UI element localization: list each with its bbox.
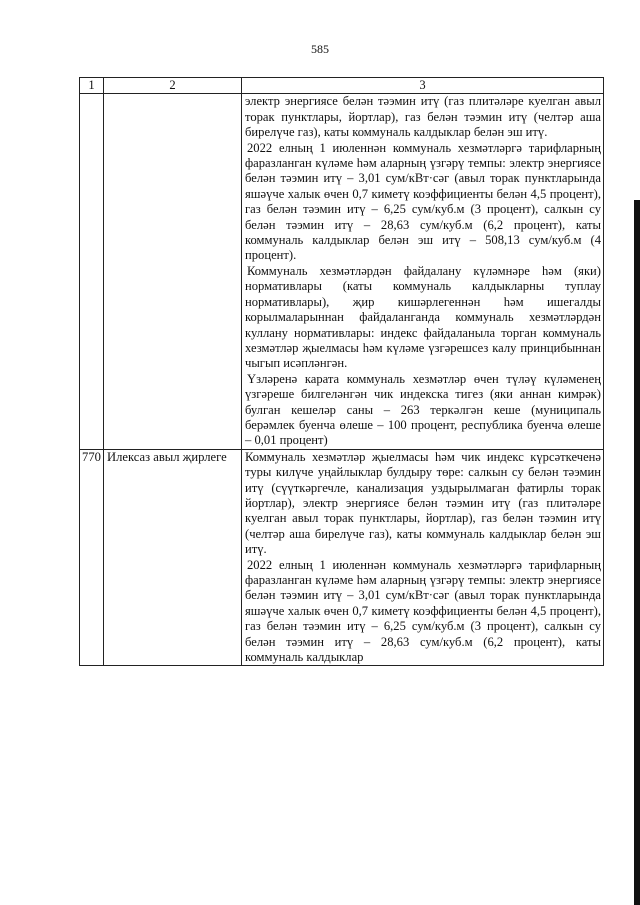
- scan-edge-bar: [634, 200, 640, 905]
- column-header: 1: [80, 78, 104, 94]
- description-cell: [242, 94, 604, 449]
- description-paragraph: 2022 елның 1 июленнән коммуналь хезмәтләргә тарифларның фаразланган күләме һәм аларның үзгәрү темпы: электр энергиясе белән тәэмин итү – 3,01 сум/кВт·сәг (авыл торак пунктларында яшәүче халык өчен 0,7 киметү коэффициенты белән 4,5 процент), газ белән тәэмин итү – 6,25 сум/куб.м (3 процент), салкын су белән тәэмин итү – 28,63 сум/куб.м (6,2 процент), каты коммуналь калдыклар: [245, 557, 601, 665]
- page-number: 585: [311, 42, 329, 56]
- table-row: [80, 94, 604, 449]
- description-paragraph: электр энергиясе белән тәэмин итү (газ плитәләре куелган авыл торак пунктлары, йортлар), газ белән тәэмин итү (челтәр аша бирелүче газ), каты коммуналь калдыклар белән эш итү.: [245, 94, 601, 140]
- description-paragraph: 2022 елның 1 июленнән коммуналь хезмәтләргә тарифларның фаразланган күләме һәм аларның үзгәрү темпы: электр энергиясе белән тәэмин итү – 3,01 сум/кВт·сәг (авыл торак пунктларында яшәүче халык өчен 0,7 киметү коэффициенты белән 4,5 процент), газ белән тәэмин итү – 6,25 сум/куб.м (3 процент), салкын су белән тәэмин итү – 28,63 сум/куб.м (6,2 процент), каты коммуналь калдыклар белән эш итү – 508,13 сум/куб.м (4 процент).: [245, 140, 601, 263]
- description-cell: [242, 449, 604, 666]
- description-paragraph: Үзләренә карата коммуналь хезмәтләр өчен түләү күләменең үзгәреше билгеләнгән чик индекска тигез (яки аннан кимрәк) булган кешеләр саны – 263 теркәлгән кеше (муниципаль берәмлек буенча өлеше – 100 процент, республика буенча өлеше – 0,01 процент): [245, 371, 601, 448]
- row-number: 770: [80, 449, 104, 666]
- table-row: [80, 449, 604, 666]
- description-paragraph: Коммуналь хезмәтләр җыелмасы һәм чик индекс күрсәткеченә туры килүче уңайлыклар булдыру төре: салкын су белән тәэмин итү (сүүткәргечле, канализация уздырылмаган фатирлы торак йортлар), электр энергиясе белән тәэмин итү (газ плитәләре куелган авыл торак пунктлары, йортлар), газ белән тәэмин итү (челтәр аша бирелүче газ), каты коммуналь калдыклар белән эш итү.: [245, 449, 601, 557]
- column-header: 2: [104, 78, 242, 94]
- row-number: [80, 94, 104, 449]
- settlement-name: [104, 94, 242, 449]
- column-header: 3: [242, 78, 604, 94]
- table-header-row: [80, 78, 604, 94]
- document-table: [79, 77, 604, 666]
- description-paragraph: Коммуналь хезмәтләрдән файдалану күләмнәре һәм (яки) нормативлары (каты коммуналь калдыкларны туплау нормативлары), җир кишәрлегеннән һәм ишегалды корылмаларыннан файдаланганда коммуналь хезмәтләрдән куллану нормативлары: индекс файдаланыла торган коммуналь хезмәтләр җыелмасы һәм күләме үзгәрешсез калу принцибыннан чыгып исәпләнгән.: [245, 263, 601, 371]
- settlement-name: Илексаз авыл җирлеге: [104, 449, 242, 666]
